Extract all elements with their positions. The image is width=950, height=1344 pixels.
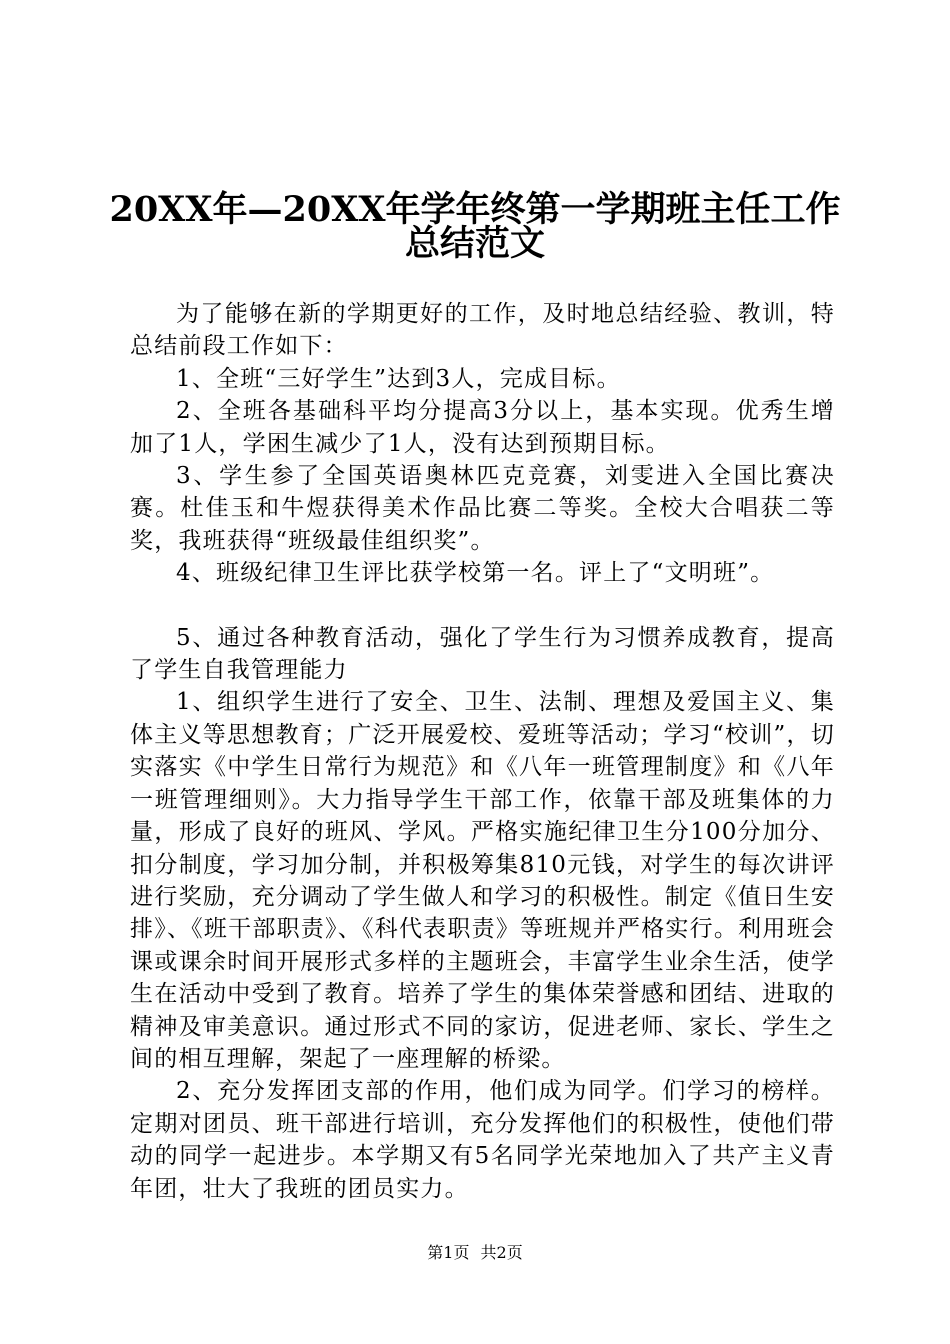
page-number-current: 第1页 <box>427 1243 470 1262</box>
paragraph-item-4: 4、班级纪律卫生评比获学校第一名。评上了“文明班”。 <box>176 560 775 587</box>
paragraph-subitem-2: 2、充分发挥团支部的作用，他们成为同学。们学习的榜样。定期对团员、班干部进行培训，充分发挥他们的积极性，使他们带动的同学一起进步。本学期又有5名同学光荣地加入了共产主义青年团，壮大了我班的团员实力。 <box>130 1078 835 1202</box>
paragraph-item-5: 5、通过各种教育活动，强化了学生行为习惯养成教育，提高了学生自我管理能力 <box>130 624 835 684</box>
page-number-total: 共2页 <box>480 1243 523 1262</box>
paragraph-subitem-1: 1、组织学生进行了安全、卫生、法制、理想及爱国主义、集体主义等思想教育；广泛开展爱校、爱班等活动；学习“校训”，切实落实《中学生日常行为规范》和《八年一班管理制度》和《八年一班管理细则》。大力指导学生干部工作，依靠干部及班集体的力量，形成了良好的班风、学风。严格实施纪律卫生分100分加分、扣分制度，学习加分制，并积极筹集810元钱，对学生的每次讲评进行奖励，充分调动了学生做人和学习的积极性。制定《值日生安排》、《班干部职责》、《科代表职责》等班规并严格实行。利用班会课或课余时间开展形式多样的主题班会，丰富学生业余生活，使学生在活动中受到了教育。培养了学生的集体荣誉感和团结、进取的精神及审美意识。通过形式不同的家访，促进老师、家长、学生之间的相互理解，架起了一座理解的桥梁。 <box>130 689 835 1072</box>
document-title-line-2: 总结范文 <box>404 223 545 264</box>
paragraph-intro: 为了能够在新的学期更好的工作，及时地总结经验、教训，特总结前段工作如下： <box>130 301 835 360</box>
paragraph-item-3: 3、学生参了全国英语奥林匹克竞赛，刘雯进入全国比赛决赛。杜佳玉和牛煜获得美术作品比赛二等奖。全校大合唱获二等奖，我班获得“班级最佳组织奖”。 <box>130 463 835 554</box>
paragraph-item-1: 1、全班“三好学生”达到3人，完成目标。 <box>176 365 621 392</box>
paragraph-item-2: 2、全班各基础科平均分提高3分以上，基本实现。优秀生增加了1人，学困生减少了1人，没有达到预期目标。 <box>130 398 835 457</box>
page-footer <box>0 1242 950 1264</box>
document-body <box>130 298 835 1205</box>
document-title-line-1: 20XX年—20XX年学年终第一学期班主任工作 <box>109 189 841 230</box>
